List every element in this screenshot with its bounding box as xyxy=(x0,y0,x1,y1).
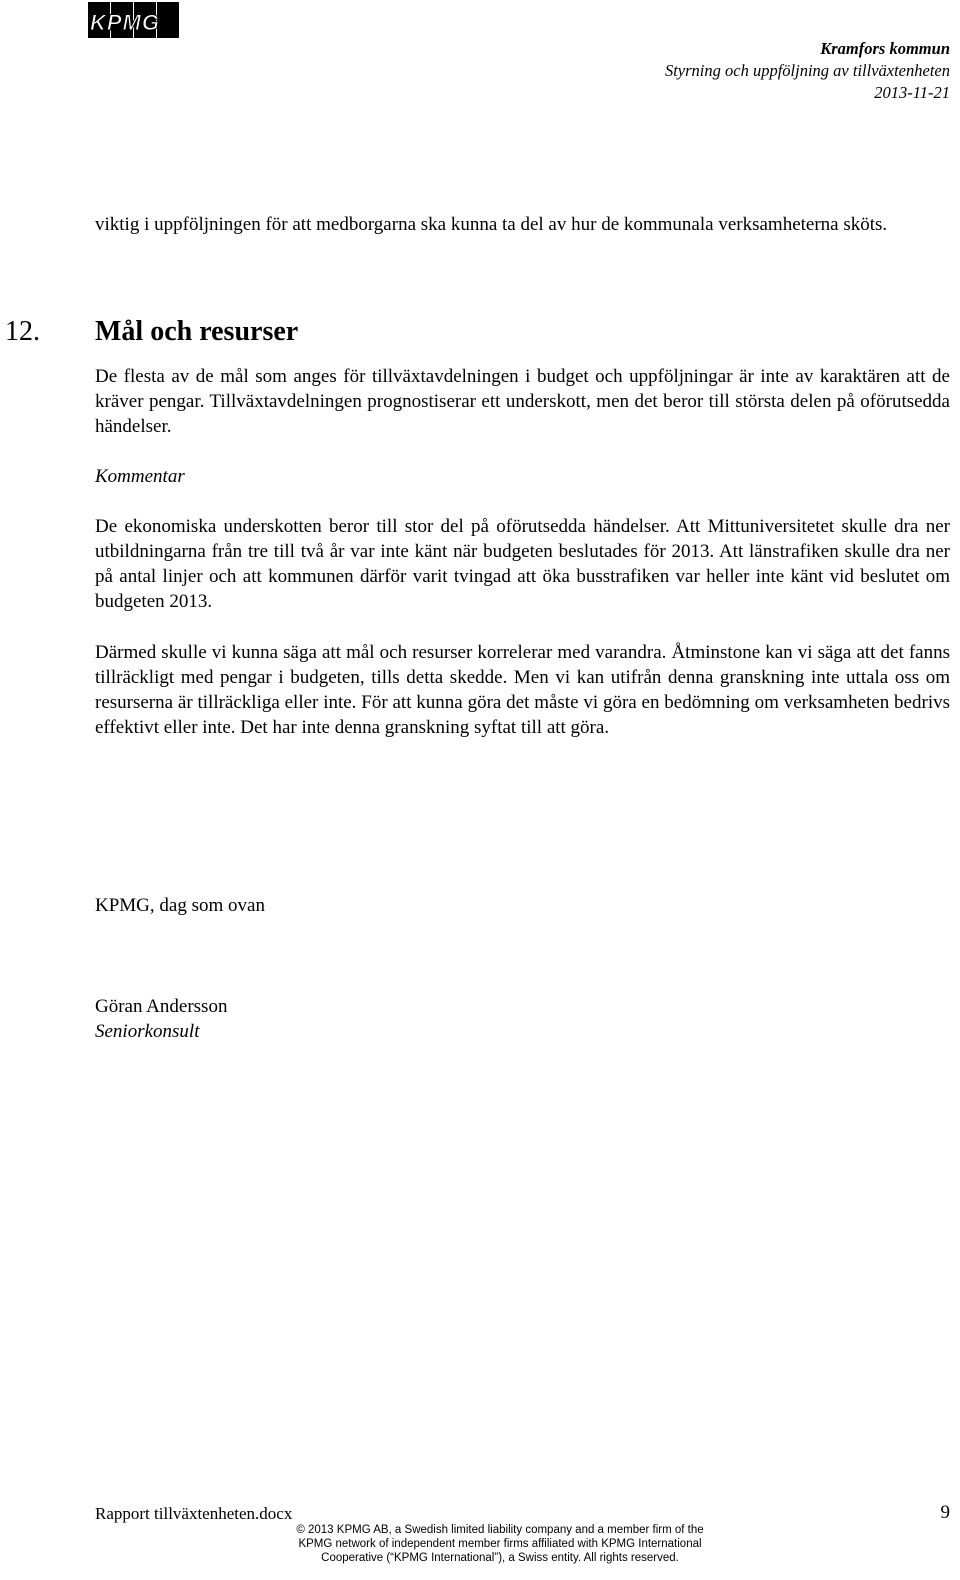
logo-text: KPMG xyxy=(90,10,160,35)
comment-label: Kommentar xyxy=(95,466,185,487)
copyright-line-3: Cooperative (“KPMG International”), a Swiss entity. All rights reserved. xyxy=(321,1552,679,1564)
signature-name: Göran Andersson xyxy=(95,996,228,1017)
copyright-line-2: KPMG network of independent member firms affiliated with KPMG International xyxy=(298,1538,702,1550)
paragraph-4: Därmed skulle vi kunna säga att mål och resurser korrelerar med varandra. Åtminstone kan vi säga att det fanns tillräckligt med pengar i budgeten, tills detta skedde. Men vi kan utifrån denna granskning inte uttala oss om resurserna är tillräckliga eller inte. För att kunna göra det måste vi göra en bedömning om verksamheten bedrivs effektivt eller inte. Det har inte denna granskning syftat till att göra. xyxy=(95,642,950,738)
paragraph-2: De flesta av de mål som anges för tillväxtavdelningen i budget och uppföljningar är inte av karaktären att de kräver pengar. Tillväxtavdelningen prognostiserar ett underskott, men det beror till största delen på oförutsedda händelser. xyxy=(95,366,950,437)
section-number: 12. xyxy=(5,316,40,347)
logo-box-4 xyxy=(157,2,179,38)
page-number: 9 xyxy=(940,1502,950,1523)
signature-role: Seniorkonsult xyxy=(95,1021,200,1042)
header-date: 2013-11-21 xyxy=(874,83,950,102)
footer-copyright xyxy=(240,1523,760,1565)
copyright-line-1: © 2013 KPMG AB, a Swedish limited liability company and a member firm of the xyxy=(296,1524,704,1536)
header-org: Kramfors kommun xyxy=(820,39,950,58)
section-title: Mål och resurser xyxy=(95,316,299,347)
footer-filename: Rapport tillväxtenheten.docx xyxy=(95,1504,293,1523)
document-header xyxy=(665,38,950,104)
header-subtitle: Styrning och uppföljning av tillväxtenheten xyxy=(664,61,950,80)
paragraph-1: viktig i uppföljningen för att medborgarna ska kunna ta del av hur de kommunala verksamheterna sköts. xyxy=(95,214,888,235)
paragraph-3: De ekonomiska underskotten beror till stor del på oförutsedda händelser. Att Mittuniversitetet skulle dra ner utbildningarna från tre till två år var inte känt när budgeten beslutades för 2013. Att länstrafiken skulle dra ner på antal linjer och att kommunen därför varit tvingad att öka busstrafiken var heller inte känt vid beslutet om budgeten 2013. xyxy=(95,516,950,612)
signature-line: KPMG, dag som ovan xyxy=(95,895,265,916)
